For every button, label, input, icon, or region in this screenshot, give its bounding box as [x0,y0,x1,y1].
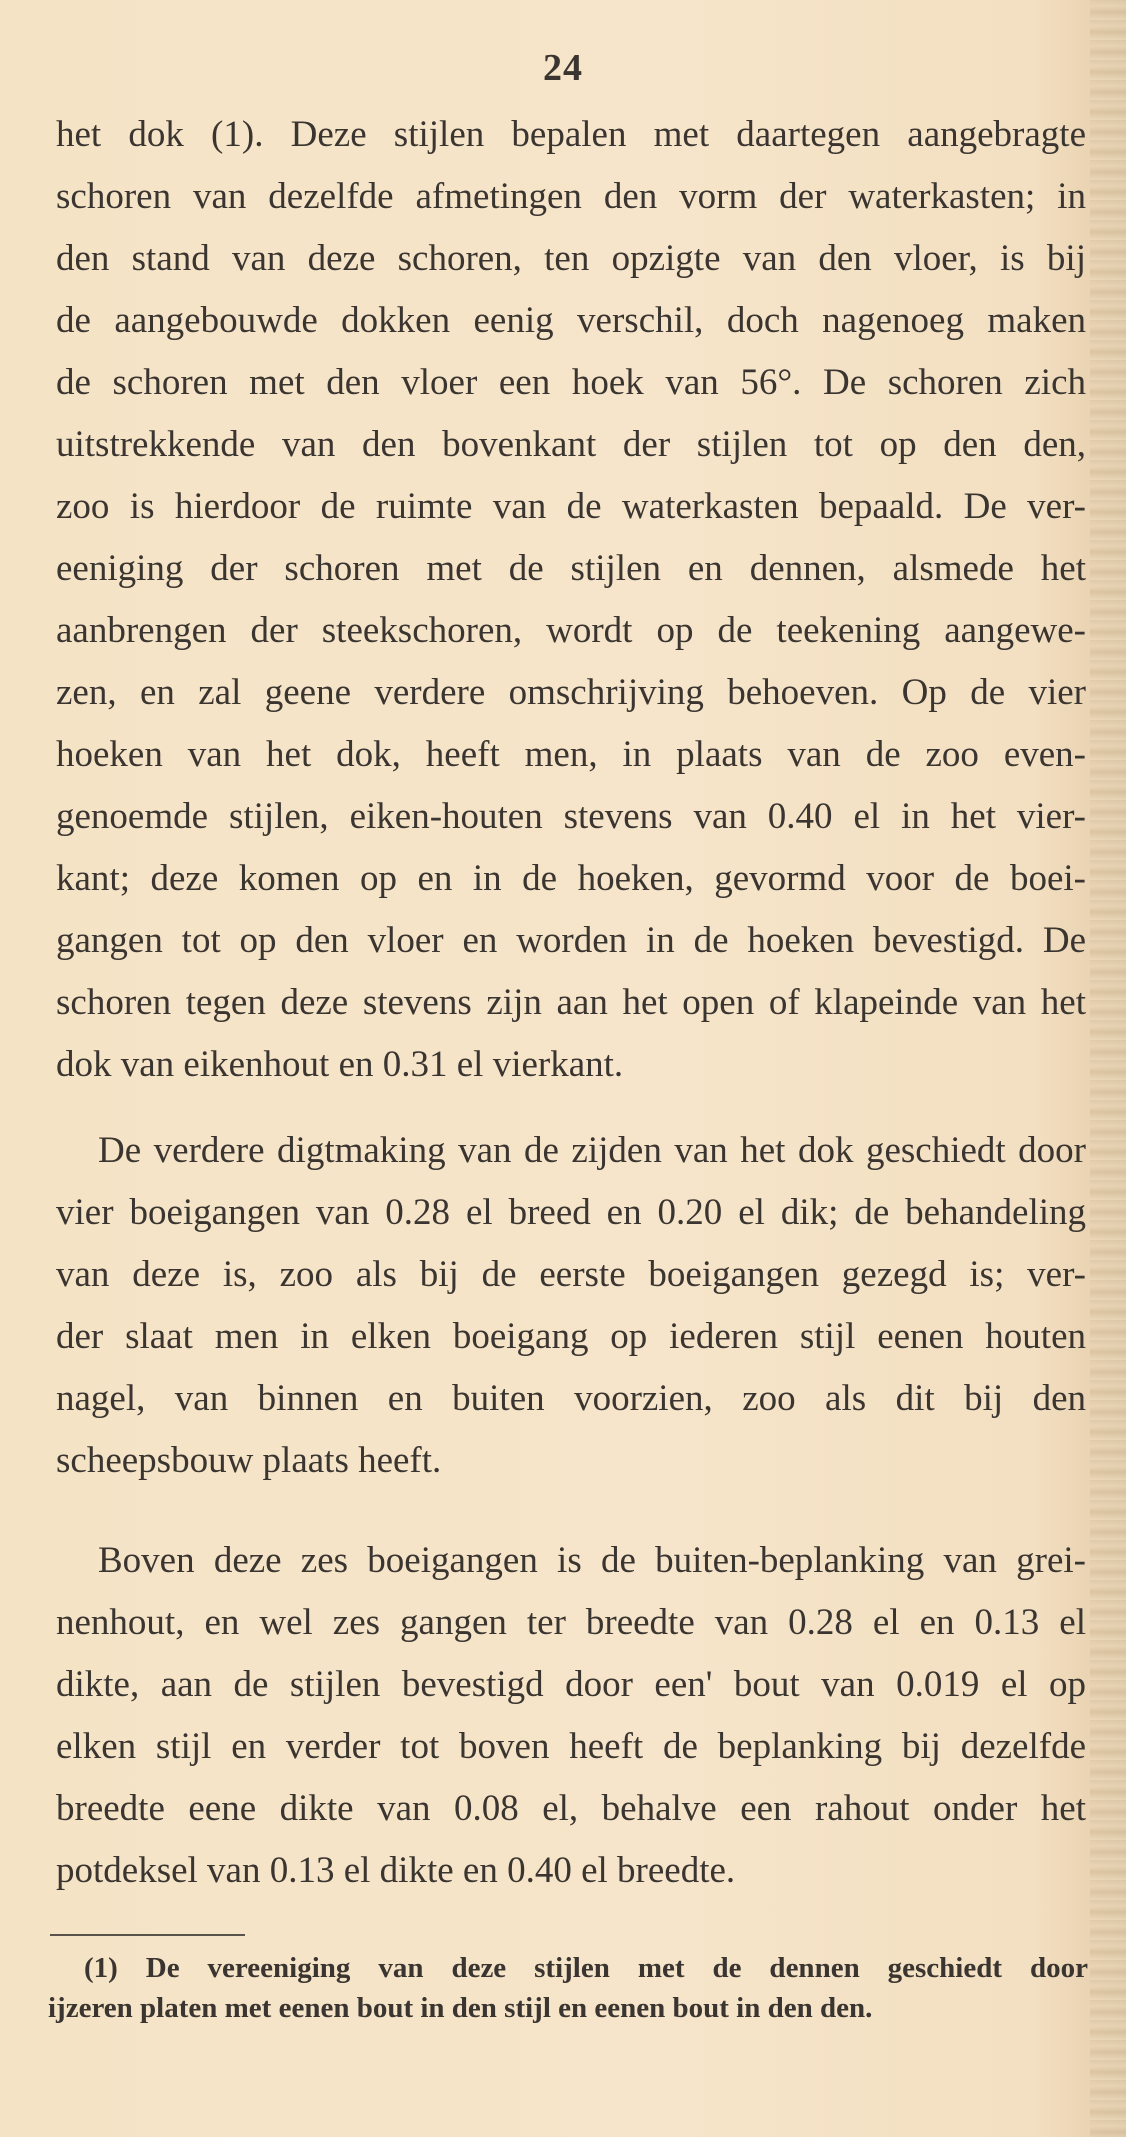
text-line: de schoren met den vloer een hoek van 56°. De schoren zich [56,362,1086,403]
text-line: hoeken van het dok, heeft men, in plaats van de zoo even- [56,734,1086,775]
footnote-divider [50,1934,245,1936]
text-line: het dok (1). Deze stijlen bepalen met daartegen aangebragte [56,114,1086,155]
text-line: van deze is, zoo als bij de eerste boeigangen gezegd is; ver- [56,1254,1086,1295]
page-number: 24 [543,47,583,89]
text-line: breedte eene dikte van 0.08 el, behalve een rahout onder het [56,1788,1086,1829]
paragraph-2 [56,1120,1086,1492]
footnote-line: ijzeren platen met eenen bout in den stijl en eenen bout in den den. [48,1992,873,2024]
text-line: nenhout, en wel zes gangen ter breedte van 0.28 el en 0.13 el [56,1602,1086,1643]
text-line: dikte, aan de stijlen bevestigd door een' bout van 0.019 el op [56,1664,1086,1705]
text-line: zoo is hierdoor de ruimte van de waterkasten bepaald. De ver- [56,486,1086,527]
text-line: schoren tegen deze stevens zijn aan het open of klapeinde van het [56,982,1086,1023]
text-line: zen, en zal geene verdere omschrijving behoeven. Op de vier [56,672,1086,713]
text-line: uitstrekkende van den bovenkant der stijlen tot op den den, [56,424,1086,465]
paragraph-1 [56,104,1086,1096]
text-line: potdeksel van 0.13 el dikte en 0.40 el breedte. [56,1850,736,1891]
text-line: der slaat men in elken boeigang op iederen stijl eenen houten [56,1316,1086,1357]
text-line: gangen tot op den vloer en worden in de hoeken bevestigd. De [56,920,1086,961]
text-line: aanbrengen der steekschoren, wordt op de teekening aangewe- [56,610,1086,651]
text-line: elken stijl en verder tot boven heeft de beplanking bij dezelfde [56,1726,1086,1767]
text-line: Boven deze zes boeigangen is de buiten-beplanking van grei- [98,1540,1086,1581]
text-line: kant; deze komen op en in de hoeken, gevormd voor de boei- [56,858,1086,899]
text-line: dok van eikenhout en 0.31 el vierkant. [56,1044,624,1085]
text-line: scheepsbouw plaats heeft. [56,1440,442,1481]
page-edge [1090,0,1126,2137]
text-line: den stand van deze schoren, ten opzigte van den vloer, is bij [56,238,1086,279]
text-line: de aangebouwde dokken eenig verschil, doch nagenoeg maken [56,300,1086,341]
text-line: eeniging der schoren met de stijlen en dennen, alsmede het [56,548,1086,589]
paragraph-3 [56,1530,1086,1902]
text-line: nagel, van binnen en buiten voorzien, zoo als dit bij den [56,1378,1086,1419]
footnote [48,1948,1088,2028]
text-line: genoemde stijlen, eiken-houten stevens van 0.40 el in het vier- [56,796,1086,837]
text-line: vier boeigangen van 0.28 el breed en 0.20 el dik; de behandeling [56,1192,1086,1233]
text-line: De verdere digtmaking van de zijden van het dok geschiedt door [98,1130,1086,1171]
footnote-line: (1) De vereeniging van deze stijlen met de dennen geschiedt door [84,1952,1088,1984]
text-line: schoren van dezelfde afmetingen den vorm der waterkasten; in [56,176,1086,217]
